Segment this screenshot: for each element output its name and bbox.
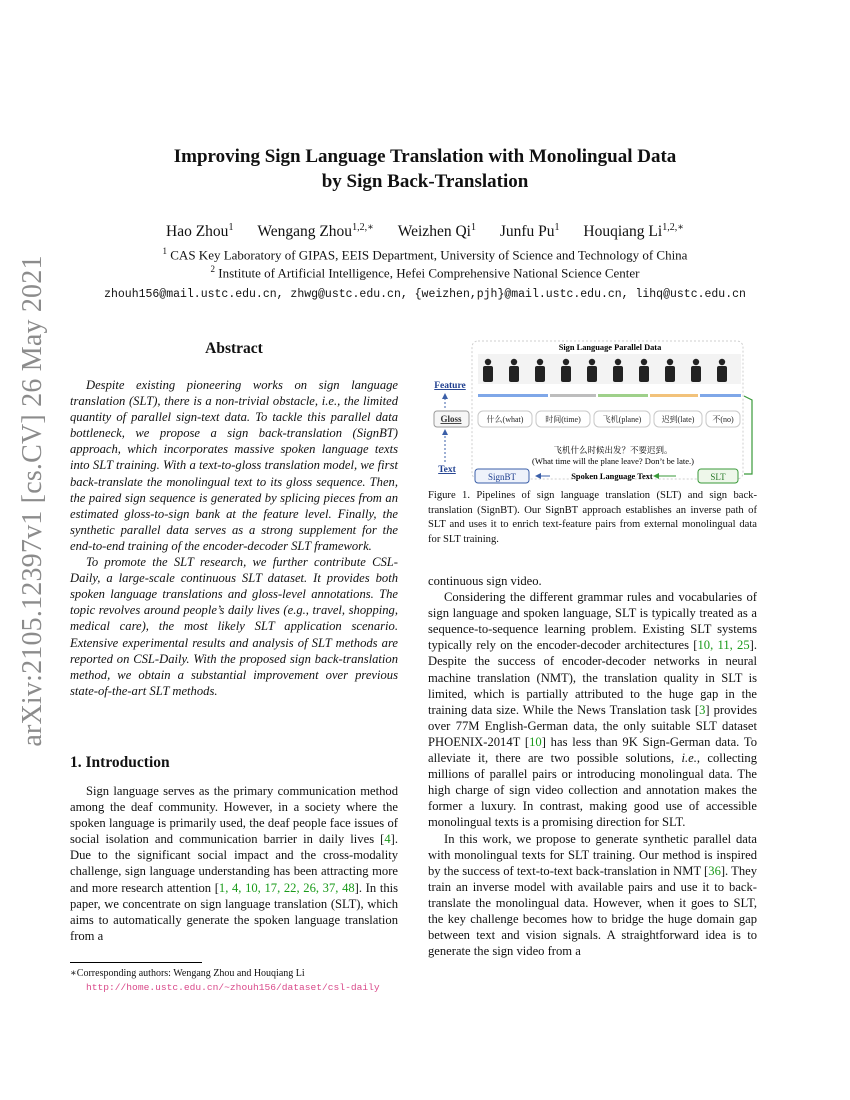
citation-link[interactable]: 36 [708, 863, 721, 878]
intro-body [70, 783, 398, 944]
footnote-rule [70, 962, 202, 963]
author-list [0, 222, 850, 241]
author: Weizhen Qi$^1$ [397, 222, 476, 241]
signbt-label: SignBT [487, 472, 517, 482]
abstract-paragraph-2: To promote the SLT research, we further contribute CSL-Daily, a large-scale continuous SLT dataset. It provides both spoken language translations and gloss-level annotations. The topic revolves around people’s daily lives (e.g., travel, shopping, medical care), the most likely SLT application scenario. Extensive experimental results and analysis of SLT methods are reported on CSL-Daily. With the proposed sign back-translation method, we obtain a substantial improvement over previous state-of-the-art SLT methods. [70, 555, 398, 698]
author: Junfu Pu$^1$ [499, 222, 560, 241]
citation-link[interactable]: 3 [699, 702, 706, 717]
feature-segment [550, 394, 596, 397]
right-column-body [428, 573, 757, 959]
footnote [70, 967, 380, 995]
gloss-label: Gloss [440, 414, 462, 424]
abstract-heading: Abstract [205, 340, 263, 357]
english-sentence: (What time will the plane leave? Don’t be late.) [532, 456, 694, 466]
paper-title [0, 144, 850, 194]
citation-link[interactable]: 4 [384, 832, 391, 847]
sign-video-frames [478, 354, 741, 384]
intro-paragraph-2: Considering the different grammar rules and vocabularies of sign language and spoken language, SLT is typically treated as a sequence-to-sequence learning problem. Existing SLT systems typically rely on the encoder-decoder architectures [10, 11, 25]. Despite the success of encoder-decoder networks in neural machine translation (NMT), the translation quality in SLT is limited, which is partially attributed to the huge gap in the training data size. While the News Translation task [3] provides over 77M English-German data, the only suitable SLT dataset PHOENIX-2014T [10] has less than 9K Sign-German data. To alleviate it, there are two possible solutions, i.e., collecting millions of parallel pairs or introducing monolingual data. The high charge of sign video collection and annotation makes the former a luxury. In contrast, making good use of accessible monolingual texts is a promising direction for SLT. [428, 590, 758, 830]
citation-link[interactable]: 1, 4, 10, 17, 22, 26, 37, 48 [218, 880, 355, 895]
citation-link[interactable]: 10 [529, 734, 542, 749]
figure-1-pipeline [428, 340, 757, 485]
author: Houqiang $Li^{1,2,∗}$ [583, 222, 684, 241]
feature-segment [478, 394, 548, 397]
spoken-text-label: Spoken Language Text [571, 472, 653, 481]
text-label: Text [438, 465, 456, 475]
parallel-data-title: Sign Language Parallel Data [558, 343, 662, 352]
slt-path [744, 396, 752, 474]
affiliation-2: $^2$ Institute of Artificial Intelligence, Hefei Comprehensive National Science Center [210, 264, 640, 281]
affiliation-1: $^1$ CAS Key Laboratory of GIPAS, EEIS Department, University of Science and Technology of China [162, 246, 688, 263]
citation-link[interactable]: 10, 11, 25 [697, 638, 750, 653]
intro-paragraph-1: Sign language serves as the primary communication method among the deaf community. However, in a society where the spoken language is primarily used, the deaf people face issues of social isolation and communication barrier in daily lives [4]. Due to the significant social impact and the cross-modality challenge, sign language understanding has been attracting more and more research attention [1, 4, 10, 17, 22, 26, 37, 48]. In this paper, we concentrate on sign language translation (SLT), which aims to automatically generate the spoken language translation from a [70, 784, 399, 943]
continued-text: continuous sign video. [428, 574, 542, 588]
arxiv-stamp [17, 255, 48, 747]
gloss-token-text: 飞机(plane) [602, 415, 642, 424]
intro-paragraph-3: In this work, we propose to generate synthetic parallel data with monolingual texts for SLT training. Our method is inspired by the success of text-to-text back-translation in NMT [36]. They train an inverse model with available pairs and use it to back-translate the monolingual data. However, when it goes to SLT, the key challenge becomes how to bridge the huge domain gap between text and vision signals. A straightforward idea is to generate the sign video from a [428, 831, 757, 959]
abstract-body [70, 377, 398, 699]
gloss-token-text: 不(no) [712, 415, 734, 424]
author: Wengang Zhou$^{1,2,∗}$ [257, 222, 374, 241]
feature-segment [650, 394, 698, 397]
chinese-sentence: 飞机什么时候出发？不要迟到。 [553, 446, 673, 456]
section-heading-introduction: 1. Introduction [70, 754, 170, 771]
author: Hao Zhou$^1$ [166, 222, 234, 241]
slt-label: SLT [710, 472, 726, 482]
feature-segment [700, 394, 741, 397]
gloss-token-text: 时间(time) [545, 415, 581, 424]
feature-label: Feature [434, 381, 466, 391]
figure-1-caption: Figure 1. Pipelines of sign language translation (SLT) and sign back-translation (SignBT). Our SignBT approach establishes an inverse path of SLT and uses it to enrich text-feature pairs from external monolingual data for SLT training. [428, 490, 757, 545]
feature-segment [598, 394, 648, 397]
abstract-paragraph-1: Despite existing pioneering works on sign language translation (SLT), there is a non-trivial obstacle, i.e., the limited quantity of parallel sign-text data. To tackle this parallel data bottleneck, we propose a sign back-translation (SignBT) approach, which incorporates massive spoken language texts into SLT training. With a text-to-gloss translation model, we first back-translate the monolingual text to its gloss sequence. Then, the paired sign sequence is generated by splicing pieces from an estimated gloss-to-sign bank at the feature level. Finally, the synthetic parallel data serves as a strong supplement for the end-to-end training of the encoder-decoder SLT framework. [70, 378, 398, 553]
title-line-2: by Sign Back-Translation [321, 171, 529, 192]
title-line-1: Improving Sign Language Translation with Monolingual Data [173, 146, 677, 167]
author-emails: zhouh156@mail.ustc.edu.cn, zhwg@ustc.edu.cn, {weizhen,pjh}@mail.ustc.edu.cn, lihq@ustc.edu.cn [104, 288, 746, 301]
footnote-text: ∗Corresponding authors: Wengang Zhou and Houqiang Li [70, 968, 305, 979]
gloss-token-text: 迟到(late) [661, 415, 695, 424]
gloss-token-text: 什么(what) [486, 415, 524, 424]
arxiv-id: arXiv:2105.12397v1 [cs.CV] 26 May 2021 [17, 255, 48, 747]
dataset-url-link[interactable]: http://home.ustc.edu.cn/~zhouh156/dataset/csl-daily [86, 982, 380, 993]
